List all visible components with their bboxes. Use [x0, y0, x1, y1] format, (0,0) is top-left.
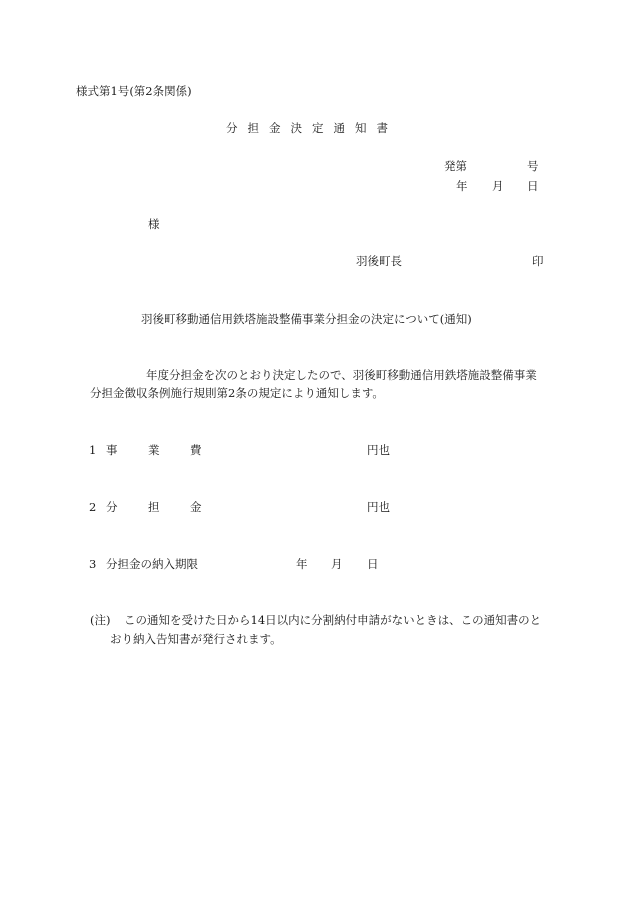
seal-mark: 印 — [532, 254, 544, 268]
item-3-label: 分担金の納入期限 — [106, 557, 198, 571]
item-2-number: 2 — [89, 500, 97, 514]
note-marker: (注) — [90, 613, 111, 627]
note-line-2: おり納入告知書が発行されます。 — [110, 632, 282, 646]
doc-number-prefix: 発第 — [444, 159, 467, 173]
subject-line: 羽後町移動通信用鉄塔施設整備事業分担金の決定について(通知) — [141, 312, 472, 326]
date-day: 日 — [527, 179, 539, 193]
date-month: 月 — [492, 179, 504, 193]
item-1-label-char-2: 業 — [148, 443, 160, 457]
addressee-suffix: 様 — [148, 217, 160, 231]
item-1-value: 円也 — [367, 443, 390, 457]
sender-title: 羽後町長 — [356, 254, 402, 268]
item-2-label-char-1: 分 — [106, 500, 118, 514]
note-line-1: この通知を受けた日から14日以内に分割納付申請がないときは、この通知書のと — [124, 613, 542, 627]
date-year: 年 — [456, 179, 468, 193]
item-3-day: 日 — [367, 557, 379, 571]
form-label: 様式第1号(第2条関係) — [76, 84, 192, 98]
item-2-label-char-3: 金 — [190, 500, 202, 514]
body-line-2: 分担金徴収条例施行規則第2条の規定により通知します。 — [90, 386, 384, 400]
item-1-number: 1 — [89, 443, 97, 457]
item-3-year: 年 — [296, 557, 308, 571]
item-1-label-char-1: 事 — [106, 443, 118, 457]
doc-title: 分担金決定通知書 — [226, 121, 398, 135]
item-2-value: 円也 — [367, 500, 390, 514]
body-line-1: 年度分担金を次のとおり決定したので、羽後町移動通信用鉄塔施設整備事業 — [146, 368, 537, 382]
item-3-number: 3 — [89, 557, 97, 571]
item-2-label-char-2: 担 — [148, 500, 160, 514]
doc-number-suffix: 号 — [527, 159, 539, 173]
item-1-label-char-3: 費 — [190, 443, 202, 457]
item-3-month: 月 — [331, 557, 343, 571]
